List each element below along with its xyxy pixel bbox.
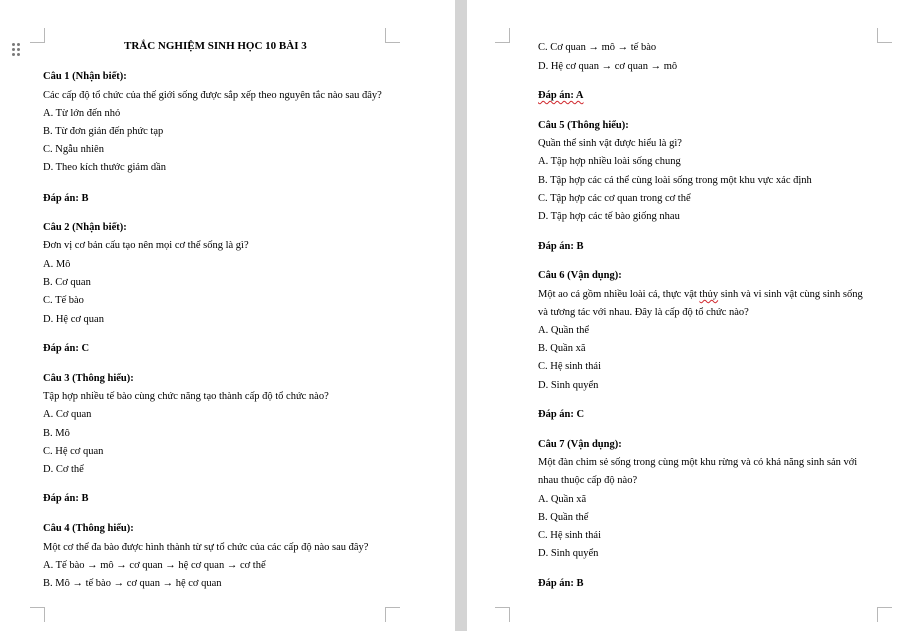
- question-heading: Câu 5 (Thông hiểu):: [538, 120, 629, 131]
- question-heading: Câu 7 (Vận dụng):: [538, 439, 622, 450]
- document-title: TRẮC NGHIỆM SINH HỌC 10 BÀI 3: [124, 40, 307, 52]
- answer-option: B. Mô → tế bào → cơ quan → hệ cơ quan: [43, 578, 222, 589]
- answer-option: D. Sinh quyển: [538, 548, 599, 559]
- question-text-part: sinh và vi sinh vật cùng sinh sống: [718, 289, 863, 300]
- answer-option: C. Hệ sinh thái: [538, 361, 601, 372]
- question-heading: Câu 6 (Vận dụng):: [538, 270, 622, 281]
- answer-option: D. Tập hợp các tế bào giống nhau: [538, 211, 680, 222]
- answer-option: B. Mô: [43, 428, 70, 439]
- answer-option: D. Hệ cơ quan: [43, 314, 104, 325]
- answer-option: B. Quần xã: [538, 343, 586, 354]
- correct-answer: Đáp án: B: [538, 578, 584, 589]
- answer-option: A. Từ lớn đến nhỏ: [43, 108, 121, 119]
- answer-option: A. Mô: [43, 259, 71, 270]
- answer-option: A. Tập hợp nhiều loài sống chung: [538, 156, 681, 167]
- answer-option: B. Quần thể: [538, 512, 589, 523]
- answer-option: B. Cơ quan: [43, 277, 91, 288]
- answer-option: D. Sinh quyển: [538, 380, 599, 391]
- margin-corner-mark: [30, 607, 45, 622]
- correct-answer: Đáp án: C: [43, 343, 90, 354]
- drag-handle-icon[interactable]: [12, 43, 22, 57]
- correct-answer: Đáp án: B: [538, 241, 584, 252]
- question-heading: Câu 4 (Thông hiểu):: [43, 523, 134, 534]
- answer-option: C. Hệ sinh thái: [538, 530, 601, 541]
- answer-option: D. Theo kích thước giảm dần: [43, 162, 167, 173]
- answer-option: C. Hệ cơ quan: [43, 446, 104, 457]
- margin-corner-mark: [877, 607, 892, 622]
- question-heading: Câu 1 (Nhận biết):: [43, 71, 127, 82]
- margin-corner-mark: [385, 28, 400, 43]
- answer-option: A. Quần xã: [538, 494, 587, 505]
- question-text-part: Một ao cá gồm nhiều loài cá, thực vật: [538, 289, 700, 300]
- document-page-1[interactable]: [0, 0, 455, 631]
- question-text: [538, 288, 863, 301]
- question-heading: Câu 3 (Thông hiểu):: [43, 373, 134, 384]
- answer-option: A. Tế bào → mô → cơ quan → hệ cơ quan → cơ thể: [43, 560, 266, 571]
- margin-corner-mark: [877, 28, 892, 43]
- answer-label-spellcheck: Đáp án: A: [538, 90, 584, 101]
- margin-corner-mark: [495, 607, 510, 622]
- question-text: và tương tác với nhau. Đây là cấp độ tổ chức nào?: [538, 307, 749, 318]
- correct-answer: Đáp án: C: [538, 409, 585, 420]
- question-text: nhau thuộc cấp độ nào?: [538, 475, 638, 486]
- answer-option: C. Tế bào: [43, 295, 84, 306]
- spellcheck-word[interactable]: thủy: [699, 289, 719, 300]
- answer-option: D. Cơ thể: [43, 464, 84, 475]
- answer-option: C. Tập hợp các cơ quan trong cơ thể: [538, 193, 691, 204]
- answer-option: B. Từ đơn giản đến phức tạp: [43, 126, 164, 137]
- answer-option: B. Tập hợp các cá thể cùng loài sống trong một khu vực xác định: [538, 175, 812, 186]
- question-text: Đơn vị cơ bản cấu tạo nên mọi cơ thể sống là gì?: [43, 240, 249, 251]
- correct-answer: [538, 89, 584, 102]
- answer-option: A. Cơ quan: [43, 409, 92, 420]
- answer-option: C. Cơ quan → mô → tế bào: [538, 42, 657, 53]
- question-text: Quần thể sinh vật được hiểu là gì?: [538, 138, 682, 149]
- question-text: Một cơ thể đa bào được hình thành từ sự tổ chức của các cấp độ nào sau đây?: [43, 542, 369, 553]
- answer-option: A. Quần thể: [538, 325, 590, 336]
- answer-option: D. Hệ cơ quan → cơ quan → mô: [538, 61, 678, 72]
- correct-answer: Đáp án: B: [43, 493, 89, 504]
- correct-answer: Đáp án: B: [43, 193, 89, 204]
- question-text: Các cấp độ tổ chức của thế giới sống được sắp xếp theo nguyên tắc nào sau đây?: [43, 90, 382, 101]
- question-text: Một đàn chim sẻ sống trong cùng một khu rừng và có khả năng sinh sản với: [538, 457, 858, 468]
- margin-corner-mark: [30, 28, 45, 43]
- question-text: Tập hợp nhiều tế bào cùng chức năng tạo thành cấp độ tổ chức nào?: [43, 391, 329, 402]
- page-gutter: [455, 0, 467, 631]
- answer-option: C. Ngẫu nhiên: [43, 144, 104, 155]
- document-page-2[interactable]: [467, 0, 924, 631]
- margin-corner-mark: [385, 607, 400, 622]
- question-heading: Câu 2 (Nhận biết):: [43, 222, 127, 233]
- margin-corner-mark: [495, 28, 510, 43]
